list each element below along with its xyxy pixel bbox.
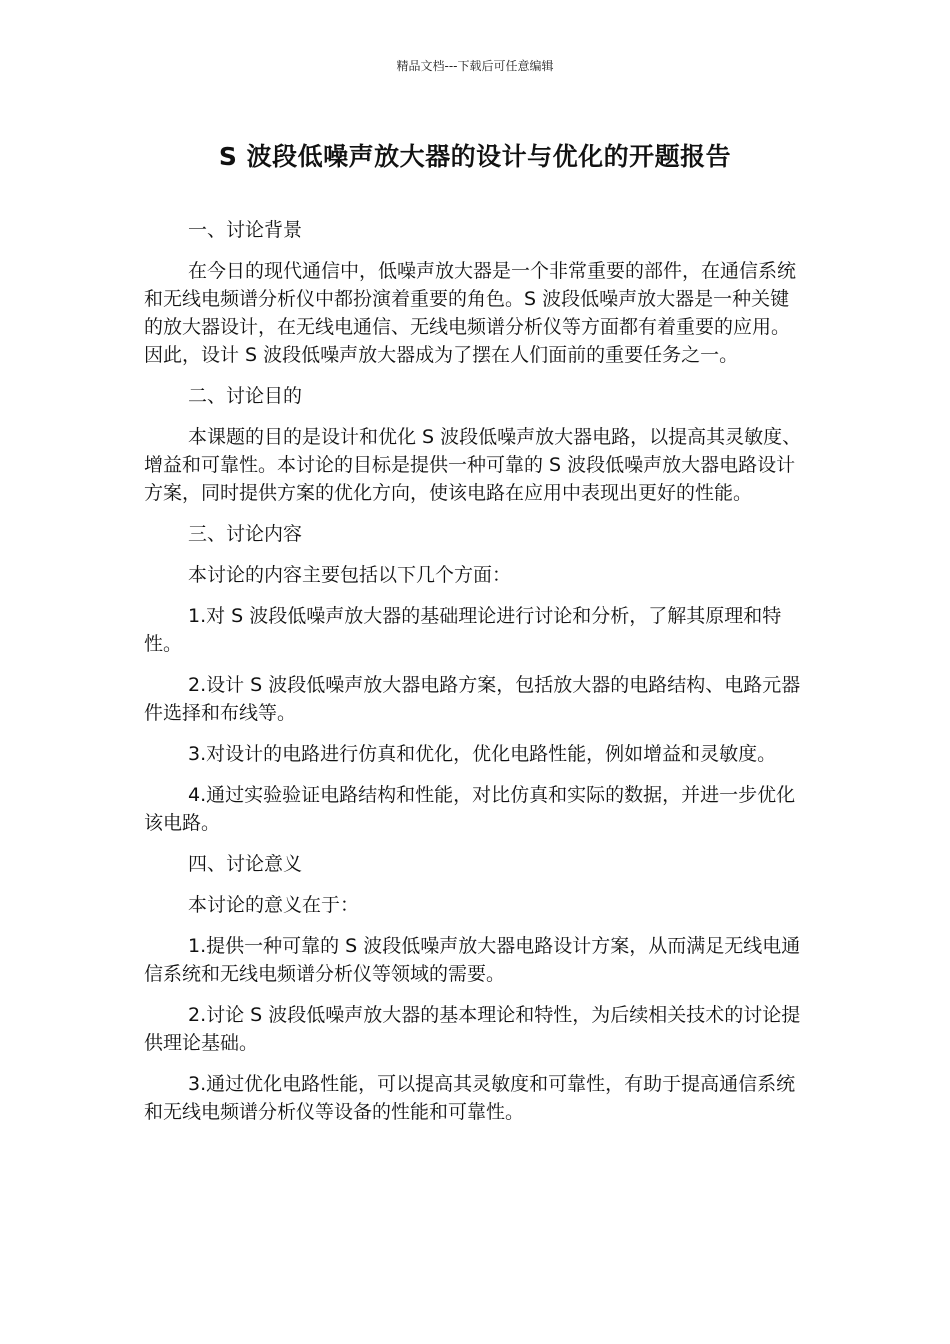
content-list-item: 4.通过实验验证电路结构和性能，对比仿真和实际的数据，并进一步优化该电路。 — [144, 784, 796, 834]
section-heading-purpose: 二、讨论目的 — [188, 385, 303, 407]
section-heading-background: 一、讨论背景 — [188, 219, 303, 241]
section-heading-significance: 四、讨论意义 — [188, 853, 303, 875]
paragraph-purpose: 本课题的目的是设计和优化 S 波段低噪声放大器电路，以提高其灵敏度、增益和可靠性。本讨论的目标是提供一种可靠的 S 波段低噪声放大器电路设计方案，同时提供方案的优化方向，使该电路在应用中表现出更好的性能。 — [144, 426, 802, 504]
paragraph-significance-intro: 本讨论的意义在于： — [188, 894, 360, 916]
content-list-item: 3.对设计的电路进行仿真和优化，优化电路性能，例如增益和灵敏度。 — [188, 743, 777, 765]
significance-list-item: 2.讨论 S 波段低噪声放大器的基本理论和特性，为后续相关技术的讨论提供理论基础。 — [144, 1004, 801, 1054]
content-list-item: 1.对 S 波段低噪声放大器的基础理论进行讨论和分析，了解其原理和特性。 — [144, 605, 782, 655]
paragraph-content-intro: 本讨论的内容主要包括以下几个方面： — [188, 564, 512, 586]
document-body — [144, 216, 806, 1139]
page-header: 精品文档---下载后可任意编辑 — [396, 59, 554, 73]
significance-list-item: 3.通过优化电路性能，可以提高其灵敏度和可靠性，有助于提高通信系统和无线电频谱分析仪等设备的性能和可靠性。 — [144, 1073, 796, 1123]
section-heading-content: 三、讨论内容 — [188, 523, 303, 545]
document-title: S 波段低噪声放大器的设计与优化的开题报告 — [218, 142, 732, 171]
content-list-item: 2.设计 S 波段低噪声放大器电路方案，包括放大器的电路结构、电路元器件选择和布线等。 — [144, 674, 801, 724]
paragraph-background: 在今日的现代通信中，低噪声放大器是一个非常重要的部件，在通信系统和无线电频谱分析仪中都扮演着重要的角色。S 波段低噪声放大器是一种关键的放大器设计，在无线电通信、无线电频谱分析仪等方面都有着重要的应用。因此，设计 S 波段低噪声放大器成为了摆在人们面前的重要任务之一。 — [144, 260, 797, 366]
significance-list-item: 1.提供一种可靠的 S 波段低噪声放大器电路设计方案，从而满足无线电通信系统和无线电频谱分析仪等领域的需要。 — [144, 935, 801, 985]
